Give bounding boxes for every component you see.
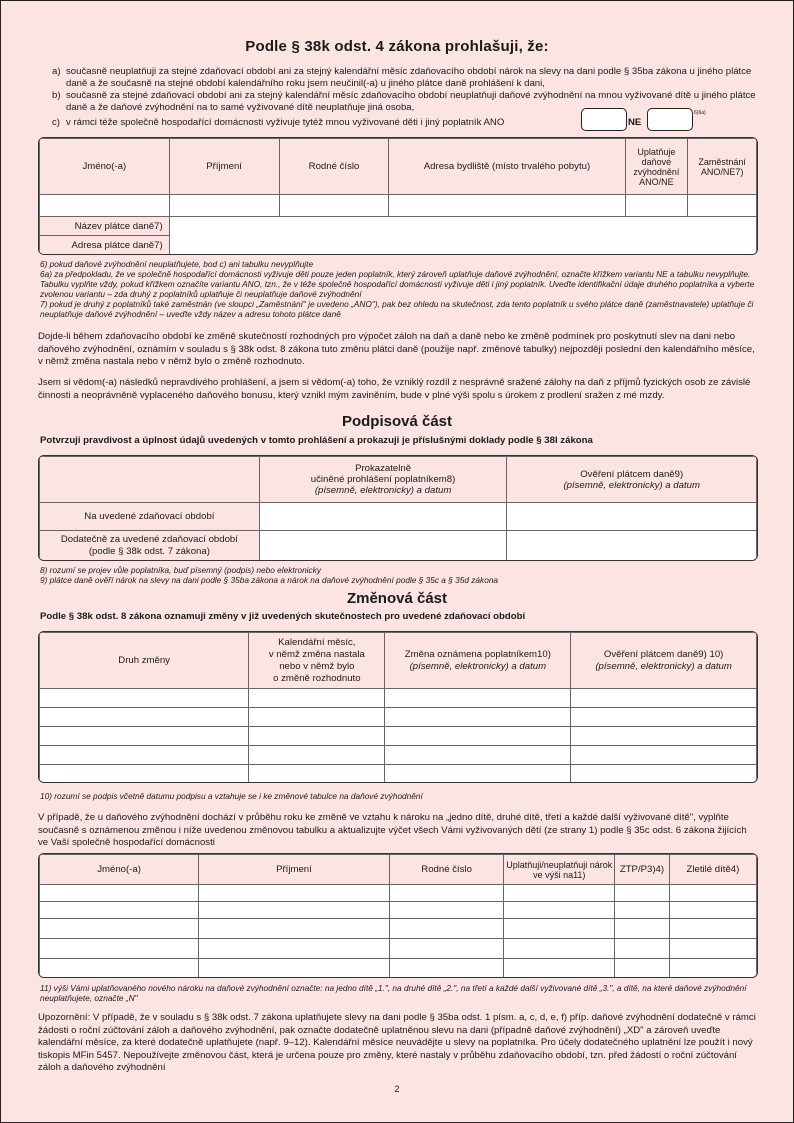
col-druh-zmeny: Druh změny — [40, 633, 249, 689]
payer-name-label: Název plátce daně7) — [40, 217, 170, 236]
change-heading: Změnová část — [346, 590, 448, 607]
col-overeni: Ověření plátcem daně9) 10) (písemně, elektronicky) a datum — [571, 633, 757, 689]
col-child-narok: Uplatňuji/neuplatňuji nárok ve výši na11) — [504, 855, 615, 885]
row-additional: Dodatečně za uvedené zdaňovací období (podle § 38k odst. 7 zákona) — [40, 531, 260, 561]
input-zamestnani[interactable] — [688, 195, 757, 217]
child-row[interactable] — [40, 885, 199, 902]
signature-subheading: Potvrzuji pravdivost a úplnost údajů uvedených v tomto prohlášení a prokazuji je příslušnými doklady podle § 38l zákona — [40, 435, 593, 446]
footnotes-2: 8) rozumí se projev vůle poplatníka, buď písemný (podpis) nebo elektronicky 9) plátce daně ověří nárok na slevy na dani podle § 35ba zákona a nárok na daňové zvýhodnění podle § 35c a § 35d zákona — [40, 565, 499, 585]
col-declaration: Prokazatelně učiněné prohlášení poplatníkem8) (písemně, elektronicky) a datum — [259, 457, 507, 503]
input-jmeno[interactable] — [40, 195, 170, 217]
sign-period-declaration[interactable] — [259, 503, 507, 531]
col-rodne-cislo: Rodné číslo — [279, 139, 389, 195]
col-payer-verify: Ověření plátcem daně9) (písemně, elektronicky) a datum — [507, 457, 757, 503]
child-row[interactable] — [40, 919, 199, 939]
col-child-prijmeni: Příjmení — [199, 855, 390, 885]
signature-heading: Podpisová část — [341, 413, 453, 430]
col-child-jmeno: Jméno(-a) — [40, 855, 199, 885]
change-row[interactable] — [40, 708, 249, 727]
col-uplatnuje: Uplatňuje daňové zvýhodnění ANO/NE — [625, 139, 688, 195]
page-number: 2 — [394, 1084, 400, 1094]
ano-checkbox[interactable] — [581, 108, 627, 131]
footnote-4: 11) výši Vámi uplatňovaného nového nároku na daňové zvýhodnění označte: na jedno dítě „1.", na druhé dítě „2.", na třetí a každé další vyživované dítě „3.", a dítě, na které daňové zvýhodnění neuplatňujete, označte „N" — [40, 983, 747, 1003]
declaration-a: a) současně neuplatňuji za stejné zdaňovací období ani za stejný kalendářní měsíc zdaňovacího období nárok na slevy na dani podle § 35ba zákona u jiného plátce daně a že současně na stejné období kalendářního roku jsem neučinil(-a) u jiného plátce daně prohlášení k dani, — [52, 66, 752, 90]
c-footnote-ref: 6)6a) — [694, 110, 706, 116]
footnote-3: 10) rozumí se podpis včetně datumu podpisu a vztahuje se i ke změnové tabulce na daňové zvýhodnění — [40, 791, 423, 801]
input-adresa[interactable] — [389, 195, 625, 217]
ne-checkbox[interactable] — [647, 108, 693, 131]
declaration-c: c) v rámci téže společně hospodařící domácnosti vyživuje tytéž mnou vyživované děti i jiný poplatník ANO — [52, 117, 505, 128]
input-prijmeni[interactable] — [169, 195, 279, 217]
col-zmena-oznamena: Změna oznámena poplatníkem10) (písemně, elektronicky) a datum — [385, 633, 571, 689]
input-rodne-cislo[interactable] — [279, 195, 389, 217]
payer-address-input[interactable] — [169, 236, 756, 255]
change-paragraph: Dojde-li během zdaňovacího období ke změně skutečností rozhodných pro výpočet záloh na daň a daně nebo ke změně podmínek pro poskytnutí slev na dani nebo daňového zvýhodnění, oznámím v souladu s § 38k odst. 8 zákona tuto změnu plátci daně (použije např. změnové tabulky) nejpozději poslední den kalendářního měsíce, v němž změna nastala nebo v němž bylo o změně rozhodnuto. — [38, 331, 755, 368]
sign-period-verify[interactable] — [507, 503, 757, 531]
change-row[interactable] — [40, 727, 249, 746]
change-subheading: Podle § 38k odst. 8 zákona oznamuji změny v již uvedených skutečnostech pro uvedené zdaňovací období — [40, 611, 526, 622]
change-table — [38, 631, 758, 783]
spouse-table — [38, 137, 758, 255]
notice-paragraph: Upozornění: V případě, že v souladu s § 38k odst. 7 zákona uplatňujete slevy na dani podle § 35ba odst. 1 písm. a, c, d, e, f) příp. daňové zvýhodnění dodatečně v rámci žádosti o roční zúčtování záloh a daňového zvýhodnění, pak označte dodatečně uplatněnou slevu na dani (případně daňové zvýhodnění) „XD" a zároveň uveďte kalendářní měsíce, za které dodatečně uplatňujete (např. 9–12). Kalendářní měsíce neuvádějte u slevy na poplatníka. Pro účely dodatečného uplatnění lze použít i nový tiskopis MFin 5457. Nepoužívejte změnovou část, která je určena pouze pro změny, které nastaly v průběhu zdaňovacího období, tzn. před žádostí o roční zúčtování záloh a daňového zvýhodnění — [38, 1012, 756, 1074]
col-adresa: Adresa bydliště (místo trvalého pobytu) — [389, 139, 625, 195]
row-period: Na uvedené zdaňovací období — [40, 503, 260, 531]
child-row[interactable] — [40, 959, 199, 978]
children-table — [38, 853, 758, 978]
signature-table — [38, 455, 758, 561]
input-uplatnuje[interactable] — [625, 195, 688, 217]
child-row[interactable] — [40, 939, 199, 959]
ne-label: NE — [628, 117, 642, 128]
change-row[interactable] — [40, 689, 249, 708]
sign-additional-verify[interactable] — [507, 531, 757, 561]
child-row[interactable] — [40, 902, 199, 919]
declaration-b: b) současně za stejné zdaňovací období ani za stejný kalendářní měsíc zdaňovacího období neuplatňuji daňové zvýhodnění na mnou vyživované dítě u jiného plátce daně a že daňové zvýhodnění na to samé vyživované dítě neuplatňuje jiná osoba, — [52, 90, 756, 114]
sign-additional-declaration[interactable] — [259, 531, 507, 561]
page-title: Podle § 38k odst. 4 zákona prohlašuji, že: — [245, 38, 549, 55]
col-zamestnani: Zaměstnání ANO/NE7) — [688, 139, 757, 195]
col-child-zletile: Zletilé dítě4) — [669, 855, 756, 885]
col-jmeno: Jméno(-a) — [40, 139, 170, 195]
col-child-ztp: ZTP/P3)4) — [615, 855, 670, 885]
col-prijmeni: Příjmení — [169, 139, 279, 195]
change-row[interactable] — [40, 765, 249, 783]
col-child-rodne-cislo: Rodné číslo — [389, 855, 504, 885]
payer-name-input[interactable] — [169, 217, 756, 236]
payer-address-label: Adresa plátce daně7) — [40, 236, 170, 255]
change-row[interactable] — [40, 746, 249, 765]
col-mesic: Kalendářní měsíc, v němž změna nastala nebo v němž bylo o změně rozhodnuto — [249, 633, 385, 689]
footnotes-1: 6) pokud daňové zvýhodnění neuplatňujete, bod c) ani tabulku nevyplňujte 6a) za předpokladu, že ve společně hospodařící domácnosti vyživuje děti pouze jeden poplatník, který zároveň uplatňuje daňové zvýhodnění, označte křížkem variantu NE a tabulku nevyplňujte. Tabulku vyplňte vždy, pokud křížkem označíte variantu ANO, tzn., že v téže společně hospodařící domácnosti vyživuje děti i jiný poplatník. Uveďte identifikační údaje druhého poplatníka a vyberte zvolenou variantu – zda druhý z poplatníků uplatňuje či neuplatňuje daňové zvýhodnění 7) pokud je druhý z poplatníků také zaměstnán (ve sloupci „Zaměstnání" je uvedeno „ANO"), pak bez ohledu na skutečnost, zda tento poplatník u svého plátce daně (zaměstnavatele) uplatňuje či neuplatňuje daňové zvýhodnění – uveďte vždy název a adresu tohoto plátce daně — [40, 259, 755, 319]
child-paragraph: V případě, že u daňového zvýhodnění dochází v průběhu roku ke změně ve vztahu k nároku na „jedno dítě, druhé dítě, třetí a každé další vyživované dítě", vyplňte současně s oznámenou změnou i níže uvedenou změnovou tabulku a aktualizujte výčet všech Vámi vyživovaných dětí (ze strany 1) podle § 35c odst. 6 zákona žijících ve Vaší společně hospodařící domácnosti — [38, 812, 747, 849]
awareness-paragraph: Jsem si vědom(-a) následků nepravdivého prohlášení, a jsem si vědom(-a) toho, že vzniklý rozdíl z nesprávně sražené zálohy na daň z příjmů fyzických osob ze závislé činnosti a neoprávněně vyplaceného daňového bonusu, který vznikl mým zaviněním, bude v plné výši spolu s úrokem z prodlení sražen z mé mzdy. — [38, 377, 751, 401]
